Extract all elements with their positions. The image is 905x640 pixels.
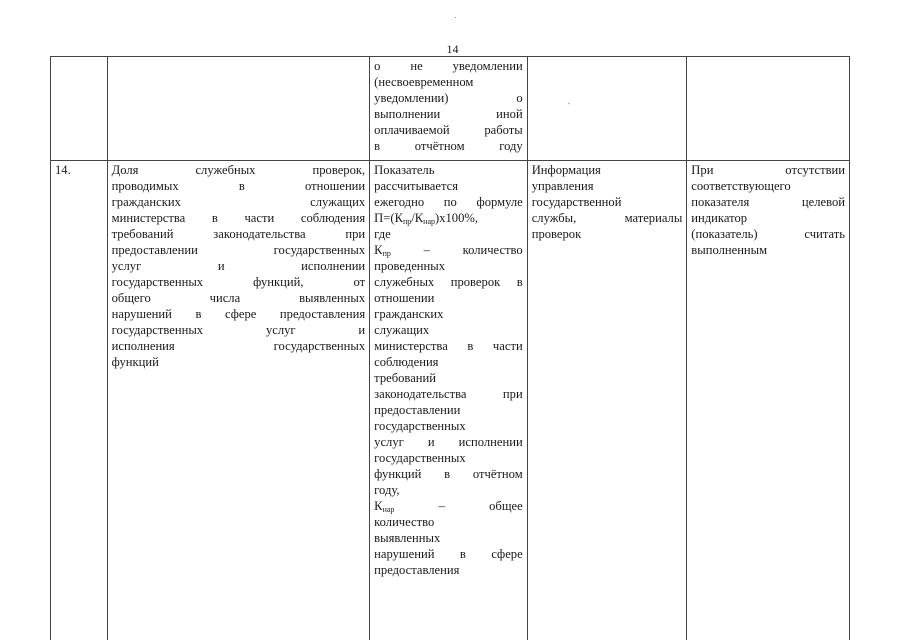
text-lines <box>374 162 523 210</box>
knar-definition: $К_{нар}$ – общее <box>374 499 523 514</box>
text-line: государственных <box>374 451 466 465</box>
text-line: Доля служебных проверок, <box>111 163 366 177</box>
text-line: отношении <box>374 291 435 305</box>
text-line: в отчётном году <box>374 139 523 153</box>
cell-source <box>527 57 687 161</box>
text-line: проведенных <box>374 259 446 273</box>
text-line: показателя целевой <box>691 195 845 209</box>
text-line: При отсутствии <box>691 163 845 177</box>
text-line: управления <box>531 179 594 193</box>
text-line: требований законодательства при <box>111 227 366 241</box>
kpr-definition: $К_{пр}$ – количество <box>374 243 523 258</box>
text-line: требований <box>374 371 437 385</box>
page-number: 14 <box>446 42 459 56</box>
text-line: Информация <box>531 163 601 177</box>
text-line: государственных услуг и <box>111 323 366 337</box>
cell-note <box>687 161 850 640</box>
cell-number <box>51 57 108 161</box>
text-line: выполненным <box>691 243 768 257</box>
text-line: государственных функций, от <box>111 275 366 289</box>
text-lines <box>112 162 366 370</box>
cell-indicator-name <box>107 161 370 640</box>
scan-speck <box>455 17 456 18</box>
text-line: функций <box>111 355 159 369</box>
text-line: услуг и исполнении <box>111 259 366 273</box>
text-line: соблюдения <box>374 355 439 369</box>
cell-calculation <box>370 57 528 161</box>
text-lines <box>691 162 845 258</box>
cell-note <box>687 57 850 161</box>
text-line: исполнения государственных <box>111 339 366 353</box>
text-line: нарушений в сфере <box>374 547 523 561</box>
text-line: соответствующего <box>691 179 791 193</box>
text-line: уведомлении) о <box>374 91 523 105</box>
text-line: оплачиваемой работы <box>374 123 523 137</box>
text-line: служащих <box>374 323 430 337</box>
text-line: функций в отчётном <box>374 467 523 481</box>
text-line: предоставлении государственных <box>111 243 366 257</box>
text-line: количество <box>374 515 435 529</box>
text-line: услуг и исполнении <box>374 435 523 449</box>
text-line: году, <box>374 483 400 497</box>
text-line: нарушений в сфере предоставления <box>111 307 366 321</box>
cell-calculation <box>370 161 528 640</box>
text-line: ежегодно по формуле <box>374 195 523 209</box>
text-line: Показатель <box>374 163 435 177</box>
text-lines <box>532 162 683 242</box>
text-lines <box>374 258 523 498</box>
text-line: общего числа выявленных <box>111 291 366 305</box>
formula-where: где <box>374 227 391 241</box>
text-line: выявленных <box>374 531 441 545</box>
text-line: предоставлении <box>374 403 461 417</box>
text-line: гражданских <box>374 307 444 321</box>
text-line: проверок <box>531 227 582 241</box>
text-line: службы, материалы <box>531 211 683 225</box>
text-lines <box>374 514 523 578</box>
cell-source <box>527 161 687 640</box>
text-line: выполнении иной <box>374 107 523 121</box>
text-line: предоставления <box>374 563 460 577</box>
text-line: рассчитывается <box>374 179 459 193</box>
text-line: министерства в части <box>374 339 523 353</box>
text-line: индикатор <box>691 211 748 225</box>
indicator-table <box>50 56 850 640</box>
text-line: государственной <box>531 195 622 209</box>
text-line: государственных <box>374 419 466 433</box>
text-line: о не уведомлении <box>374 59 523 73</box>
text-line: (несвоевременном <box>374 75 474 89</box>
table-row <box>51 161 850 640</box>
text-line: законодательства при <box>374 387 523 401</box>
cell-number: 14. <box>51 161 108 640</box>
text-line: (показатель) считать <box>691 227 845 241</box>
text-lines <box>374 58 523 154</box>
text-line: гражданских служащих <box>111 195 366 209</box>
cell-indicator-name <box>107 57 370 161</box>
text-line: проводимых в отношении <box>111 179 366 193</box>
text-line: служебных проверок в <box>374 275 523 289</box>
formula: $П=(К_{пр}/К_{нар})х100\%$, <box>374 211 479 226</box>
text-line: министерства в части соблюдения <box>111 211 366 225</box>
table-row <box>51 57 850 161</box>
